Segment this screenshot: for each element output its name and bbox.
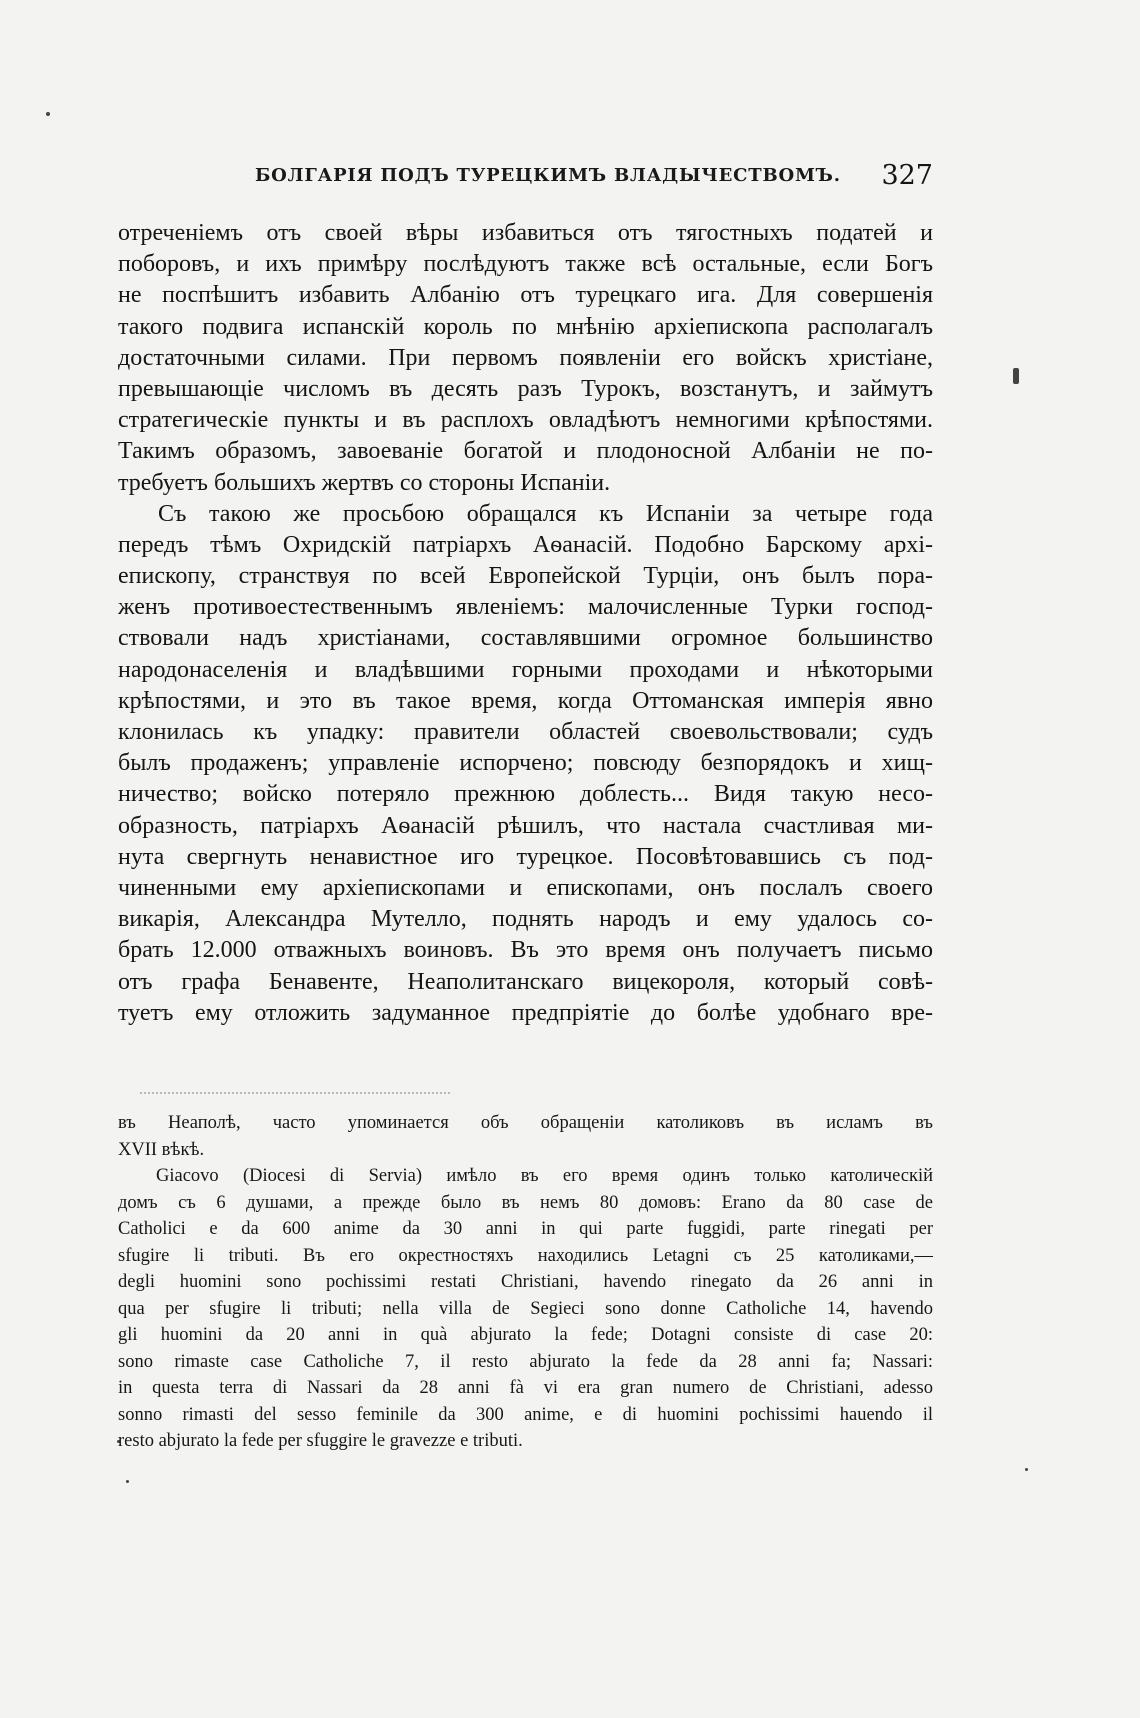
footnote-line: in questa terra di Nassari da 28 anni fà vi era gran numero de Christiani, adesso [118,1378,933,1398]
text-line: епископу, странствуя по всей Европейской Турціи, онъ былъ пора- [118,563,933,590]
footnote-line: sfugire li tributi. Въ его окрестностяхъ находились Letagni съ 25 католиками,— [118,1245,933,1266]
text-line: викарія, Александра Мутелло, поднять народъ и ему удалось со- [118,906,933,933]
text-line: отъ графа Бенавенте, Неаполитанскаго вицекороля, который совѣ- [118,968,933,995]
footnote-line: Giacovo (Diocesi di Servia) имѣло въ его время одинъ только католическій [156,1166,933,1186]
footnote-line: sonno rimasti del sesso feminile da 300 anime, e di huomini pochissimi hauendo il [118,1404,933,1425]
scan-speck [126,1480,129,1483]
main-text [118,218,933,1029]
text-line: требуетъ большихъ жертвъ со стороны Испаніи. [118,469,611,496]
scan-speck [46,112,50,116]
page-header [255,160,933,196]
text-line: поборовъ, и ихъ примѣру послѣдуютъ также всѣ остальные, если Богъ [118,251,933,278]
page-number: 327 [881,160,933,191]
footnote-line: Catholici e da 600 anime da 30 anni in qui parte fuggidi, parte rinegati per [118,1219,933,1239]
text-line: женъ противоестественнымъ явленіемъ: малочисленные Турки господ- [118,594,933,621]
text-line: нута свергнуть ненавистное иго турецкое. Посовѣтовавшись съ под- [118,843,933,870]
text-line: такого подвига испанскій король по мнѣнію архіепископа располагалъ [118,313,933,340]
text-line: Съ такою же просьбою обращался къ Испаніи за четыре года [158,500,933,527]
scan-speck [1013,368,1019,384]
running-title: БОЛГАРІЯ ПОДЪ ТУРЕЦКИМЪ ВЛАДЫЧЕСТВОМЪ. [255,165,841,186]
scan-speck [1025,1468,1028,1471]
text-line: не поспѣшитъ избавить Албанію отъ турецкаго ига. Для совершенія [118,282,933,309]
footnote-line: домъ съ 6 душами, а прежде было въ немъ 80 домовъ: Erano da 80 case de [118,1192,933,1213]
footnote-line: gli huomini da 20 anni in quà abjurato la fede; Dotagni consiste di case 20: [118,1325,933,1345]
text-line: достаточными силами. При первомъ появленіи его войскъ христіане, [118,344,933,371]
text-line: крѣпостями, и это въ такое время, когда Оттоманская имперія явно [118,687,933,714]
text-line: передъ тѣмъ Охридскій патріархъ Аѳанасій. Подобно Барскому архі- [118,531,933,558]
text-line: туетъ ему отложить задуманное предпріятіе до болѣе удобнаго вре- [118,999,933,1026]
footnote-line: sono rimaste case Catholiche 7, il resto abjurato la fede da 28 anni fa; Nassari: [118,1351,933,1372]
text-line: брать 12.000 отважныхъ воиновъ. Въ это время онъ получаетъ письмо [118,937,933,964]
footnote-line: XVII вѣкѣ. [118,1139,205,1160]
text-line: образность, патріархъ Аѳанасій рѣшилъ, что настала счастливая ми- [118,812,933,839]
text-line: стратегическіе пункты и въ расплохъ овладѣютъ немногими крѣпостями. [118,407,933,434]
text-line: Такимъ образомъ, завоеваніе богатой и плодоносной Албаніи не по- [118,438,933,465]
footnote-separator [140,1092,450,1094]
text-line: превышающіе числомъ въ десять разъ Турокъ, возстанутъ, и займутъ [118,375,933,402]
text-line: ничество; войско потеряло прежнюю доблесть... Видя такую несо- [118,781,933,808]
text-line: отреченіемъ отъ своей вѣры избавиться отъ тягостныхъ податей и [118,220,933,246]
footnote-line: degli huomini sono pochissimi restati Christiani, havendo rinegato da 26 anni in [118,1272,933,1292]
footnote-line: resto abjurato la fede per sfuggire le gravezze e tributi. [118,1431,523,1451]
footnote-line: qua per sfugire li tributi; nella villa de Segieci sono donne Catholiche 14, havendo [118,1298,933,1319]
text-line: клонилась къ упадку: правители областей своевольствовали; судъ [118,719,933,745]
text-line: чиненными ему архіепископами и епископами, онъ послалъ своего [118,874,933,901]
footnotes [118,1110,933,1455]
text-line: ствовали надъ христіанами, составлявшими огромное большинство [118,625,933,652]
footnote-line: въ Неаполѣ, часто упоминается объ обращеніи католиковъ въ исламъ въ [118,1113,933,1133]
text-line: былъ продаженъ; управленіе испорчено; повсюду безпорядокъ и хищ- [118,750,933,777]
text-line: народонаселенія и владѣвшими горными проходами и нѣкоторыми [118,656,933,683]
